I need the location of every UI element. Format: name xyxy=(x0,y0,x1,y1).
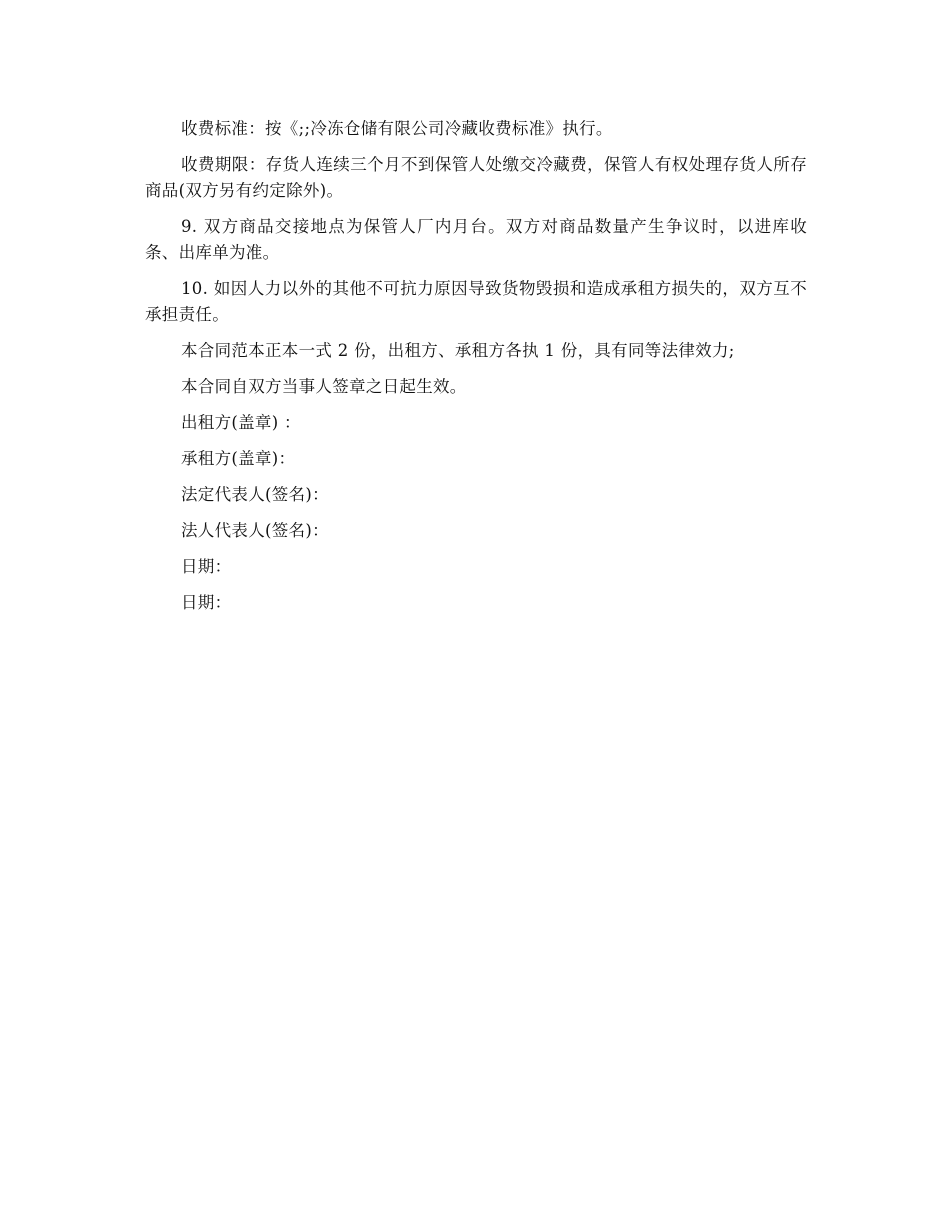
document-body xyxy=(145,116,807,626)
lessee-date-line: 日期： xyxy=(181,593,232,612)
effective-paragraph: 本合同自双方当事人签章之日起生效。 xyxy=(181,377,467,396)
lessor-date-line: 日期： xyxy=(181,557,232,576)
fee-period-paragraph: 收费期限：存货人连续三个月不到保管人处缴交冷藏费，保管人有权处理存货人所存商品(双方另有约定除外)。 xyxy=(145,155,807,200)
lessor-seal-line: 出租方(盖章) ： xyxy=(181,413,301,432)
fee-standard-paragraph: 收费标准：按《;;冷冻仓储有限公司冷藏收费标准》执行。 xyxy=(181,119,613,138)
lessee-seal-line: 承租方(盖章)： xyxy=(181,449,296,468)
corporate-representative-signature-line: 法人代表人(签名)： xyxy=(181,521,329,540)
clause-9-paragraph: 9. 双方商品交接地点为保管人厂内月台。双方对商品数量产生争议时，以进库收条、出库单为准。 xyxy=(145,217,807,262)
legal-representative-signature-line: 法定代表人(签名)： xyxy=(181,485,329,504)
copies-paragraph: 本合同范本正本一式 2 份，出租方、承租方各执 1 份，具有同等法律效力; xyxy=(181,341,735,360)
clause-10-paragraph: 10. 如因人力以外的其他不可抗力原因导致货物毁损和造成承租方损失的，双方互不承担责任。 xyxy=(145,279,807,324)
